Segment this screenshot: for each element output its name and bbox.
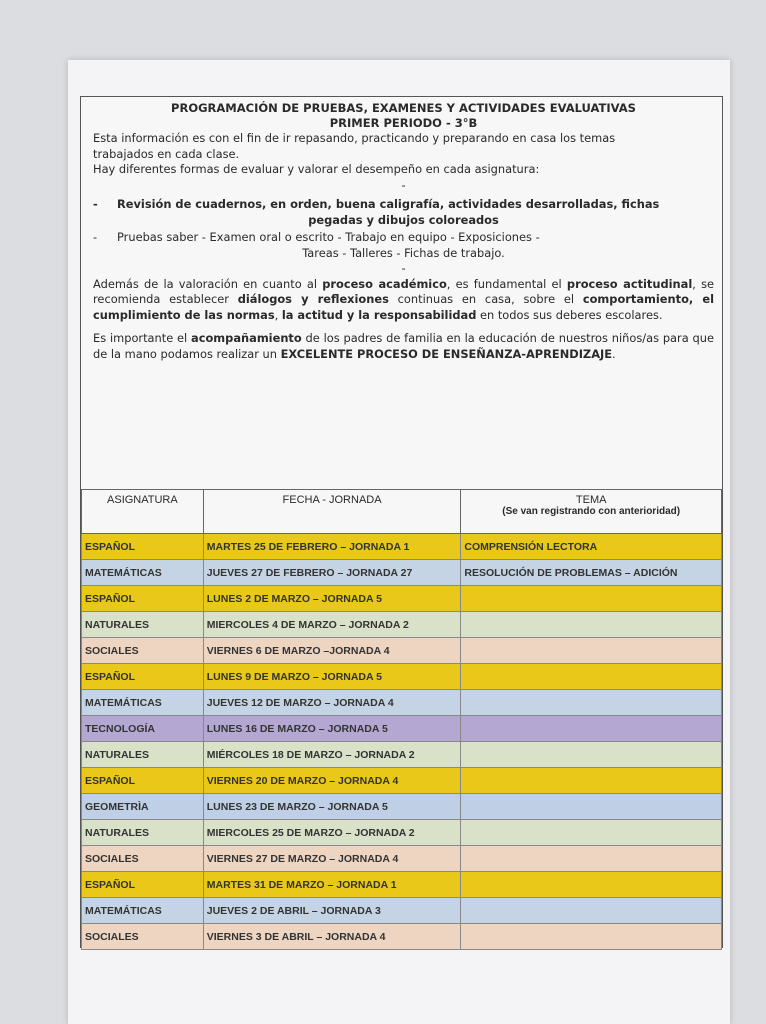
bullet-cuadernos	[93, 197, 714, 213]
cell-fecha: MIÉRCOLES 18 DE MARZO – JORNADA 2	[203, 742, 461, 768]
table-row	[82, 638, 722, 664]
intro-line-2: trabajados en cada clase.	[93, 146, 240, 161]
cell-tema	[461, 846, 722, 872]
cell-tema	[461, 794, 722, 820]
cell-asignatura: NATURALES	[82, 742, 204, 768]
cell-fecha: MIERCOLES 4 DE MARZO – JORNADA 2	[203, 612, 461, 638]
schedule-table	[81, 489, 722, 950]
cell-tema	[461, 586, 722, 612]
cell-tema	[461, 898, 722, 924]
cell-asignatura: ESPAÑOL	[82, 664, 204, 690]
document-title	[93, 101, 714, 131]
intro-line-1: Esta información es con el fin de ir repasando, practicando y preparando en casa los temas	[93, 131, 616, 145]
p2-bold-4: comportamiento, el cumplimiento de las normas	[93, 292, 714, 322]
p2-bold-2: proceso actitudinal	[566, 276, 693, 291]
bullet-pruebas	[93, 230, 714, 246]
intro-evaluation: Hay diferentes formas de evaluar y valorar el desempeño en cada asignatura:	[93, 162, 540, 176]
bullet-pruebas-cont: Tareas - Talleres - Fichas de trabajo.	[302, 245, 505, 260]
paragraph-valoracion	[93, 277, 714, 324]
p2-text-1: Además de la valoración en cuanto al	[93, 276, 323, 291]
table-row	[82, 768, 722, 794]
cell-tema	[461, 820, 722, 846]
cell-tema	[461, 924, 722, 950]
cell-asignatura: NATURALES	[82, 612, 204, 638]
cell-tema: RESOLUCIÓN DE PROBLEMAS – ADICIÓN	[461, 560, 722, 586]
header-asignatura: ASIGNATURA	[82, 490, 204, 534]
p2-text-2: , es fundamental el	[446, 276, 567, 291]
cell-fecha: VIERNES 6 DE MARZO –JORNADA 4	[203, 638, 461, 664]
cell-fecha: MARTES 31 DE MARZO – JORNADA 1	[203, 872, 461, 898]
p2-text-5: ,	[274, 307, 282, 322]
cell-tema: COMPRENSIÓN LECTORA	[461, 534, 722, 560]
cell-asignatura: MATEMÁTICAS	[82, 898, 204, 924]
p2-bold-1: proceso académico	[322, 276, 447, 291]
p2-text-4: continuas en casa, sobre el	[388, 292, 583, 306]
table-row	[82, 690, 722, 716]
cell-fecha: LUNES 23 DE MARZO – JORNADA 5	[203, 794, 461, 820]
table-row	[82, 716, 722, 742]
bullet-marker: -	[93, 197, 98, 211]
separator-dash: -	[401, 177, 406, 192]
cell-fecha: LUNES 16 DE MARZO – JORNADA 5	[203, 716, 461, 742]
table-row	[82, 820, 722, 846]
paragraph-acompanamiento	[93, 331, 714, 362]
cell-tema	[461, 768, 722, 794]
cell-asignatura: SOCIALES	[82, 638, 204, 664]
cell-fecha: MARTES 25 DE FEBRERO – JORNADA 1	[203, 534, 461, 560]
cell-tema	[461, 612, 722, 638]
table-row	[82, 560, 722, 586]
p3-bold-2: EXCELENTE PROCESO DE ENSEÑANZA-APRENDIZAJE	[280, 346, 613, 361]
bullet-pruebas-text: Pruebas saber - Examen oral o escrito - Trabajo en equipo - Exposiciones -	[117, 230, 540, 244]
separator-dash-2: -	[401, 261, 406, 275]
table-row	[82, 924, 722, 950]
table-row	[82, 742, 722, 768]
bullet-cuadernos-cont: pegadas y dibujos coloreados	[308, 212, 499, 227]
header-tema-sub: (Se van registrando con anterioridad)	[502, 506, 681, 517]
table-row	[82, 872, 722, 898]
cell-asignatura: SOCIALES	[82, 924, 204, 950]
cell-asignatura: ESPAÑOL	[82, 768, 204, 794]
table-header-row	[82, 490, 722, 534]
table-row	[82, 586, 722, 612]
cell-asignatura: TECNOLOGÍA	[82, 716, 204, 742]
p2-text-6: en todos sus deberes escolares.	[476, 307, 663, 322]
cell-fecha: VIERNES 20 DE MARZO – JORNADA 4	[203, 768, 461, 794]
cell-tema	[461, 716, 722, 742]
p2-bold-5: la actitud y la responsabilidad	[281, 307, 477, 322]
cell-tema	[461, 690, 722, 716]
cell-asignatura: MATEMÁTICAS	[82, 690, 204, 716]
cell-fecha: LUNES 9 DE MARZO – JORNADA 5	[203, 664, 461, 690]
cell-fecha: MIERCOLES 25 DE MARZO – JORNADA 2	[203, 820, 461, 846]
p2-text-3: , se recomienda establecer	[93, 276, 715, 306]
table-row	[82, 794, 722, 820]
header-tema-label: TEMA	[575, 494, 607, 506]
bullet-cuadernos-text: Revisión de cuadernos, en orden, buena caligrafía, actividades desarrolladas, fichas	[117, 197, 660, 211]
cell-asignatura: NATURALES	[82, 820, 204, 846]
p3-bold-1: acompañamiento	[191, 331, 302, 345]
cell-asignatura: GEOMETRÌA	[82, 794, 204, 820]
p3-text-1: Es importante el	[93, 331, 192, 345]
cell-asignatura: ESPAÑOL	[82, 872, 204, 898]
p3-text-2: de los padres de familia en la educación de nuestros niños/as para que de la mano podamos realizar un	[93, 331, 714, 361]
cell-fecha: JUEVES 27 DE FEBRERO – JORNADA 27	[203, 560, 461, 586]
cell-tema	[461, 742, 722, 768]
cell-fecha: JUEVES 12 DE MARZO – JORNADA 4	[203, 690, 461, 716]
header-fecha: FECHA - JORNADA	[203, 490, 461, 534]
cell-fecha: VIERNES 27 DE MARZO – JORNADA 4	[203, 846, 461, 872]
table-row	[82, 534, 722, 560]
cell-fecha: JUEVES 2 DE ABRIL – JORNADA 3	[203, 898, 461, 924]
cell-tema	[461, 664, 722, 690]
cell-asignatura: MATEMÁTICAS	[82, 560, 204, 586]
table-row	[82, 664, 722, 690]
title-line-2: PRIMER PERIODO - 3°B	[329, 116, 478, 130]
cell-fecha: LUNES 2 DE MARZO – JORNADA 5	[203, 586, 461, 612]
table-row	[82, 846, 722, 872]
table-row	[82, 612, 722, 638]
cell-tema	[461, 872, 722, 898]
document-header	[81, 97, 722, 362]
cell-asignatura: ESPAÑOL	[82, 586, 204, 612]
table-row	[82, 898, 722, 924]
title-line-1: PROGRAMACIÓN DE PRUEBAS, EXAMENES Y ACTIVIDADES EVALUATIVAS	[171, 101, 636, 115]
p2-bold-3: diálogos y reflexiones	[237, 292, 389, 306]
bullet-marker: -	[93, 230, 98, 244]
header-tema	[461, 490, 722, 534]
cell-fecha: VIERNES 3 DE ABRIL – JORNADA 4	[203, 924, 461, 950]
cell-asignatura: SOCIALES	[82, 846, 204, 872]
p3-text-3: .	[612, 346, 616, 361]
cell-tema	[461, 638, 722, 664]
document-frame	[80, 96, 723, 948]
cell-asignatura: ESPAÑOL	[82, 534, 204, 560]
